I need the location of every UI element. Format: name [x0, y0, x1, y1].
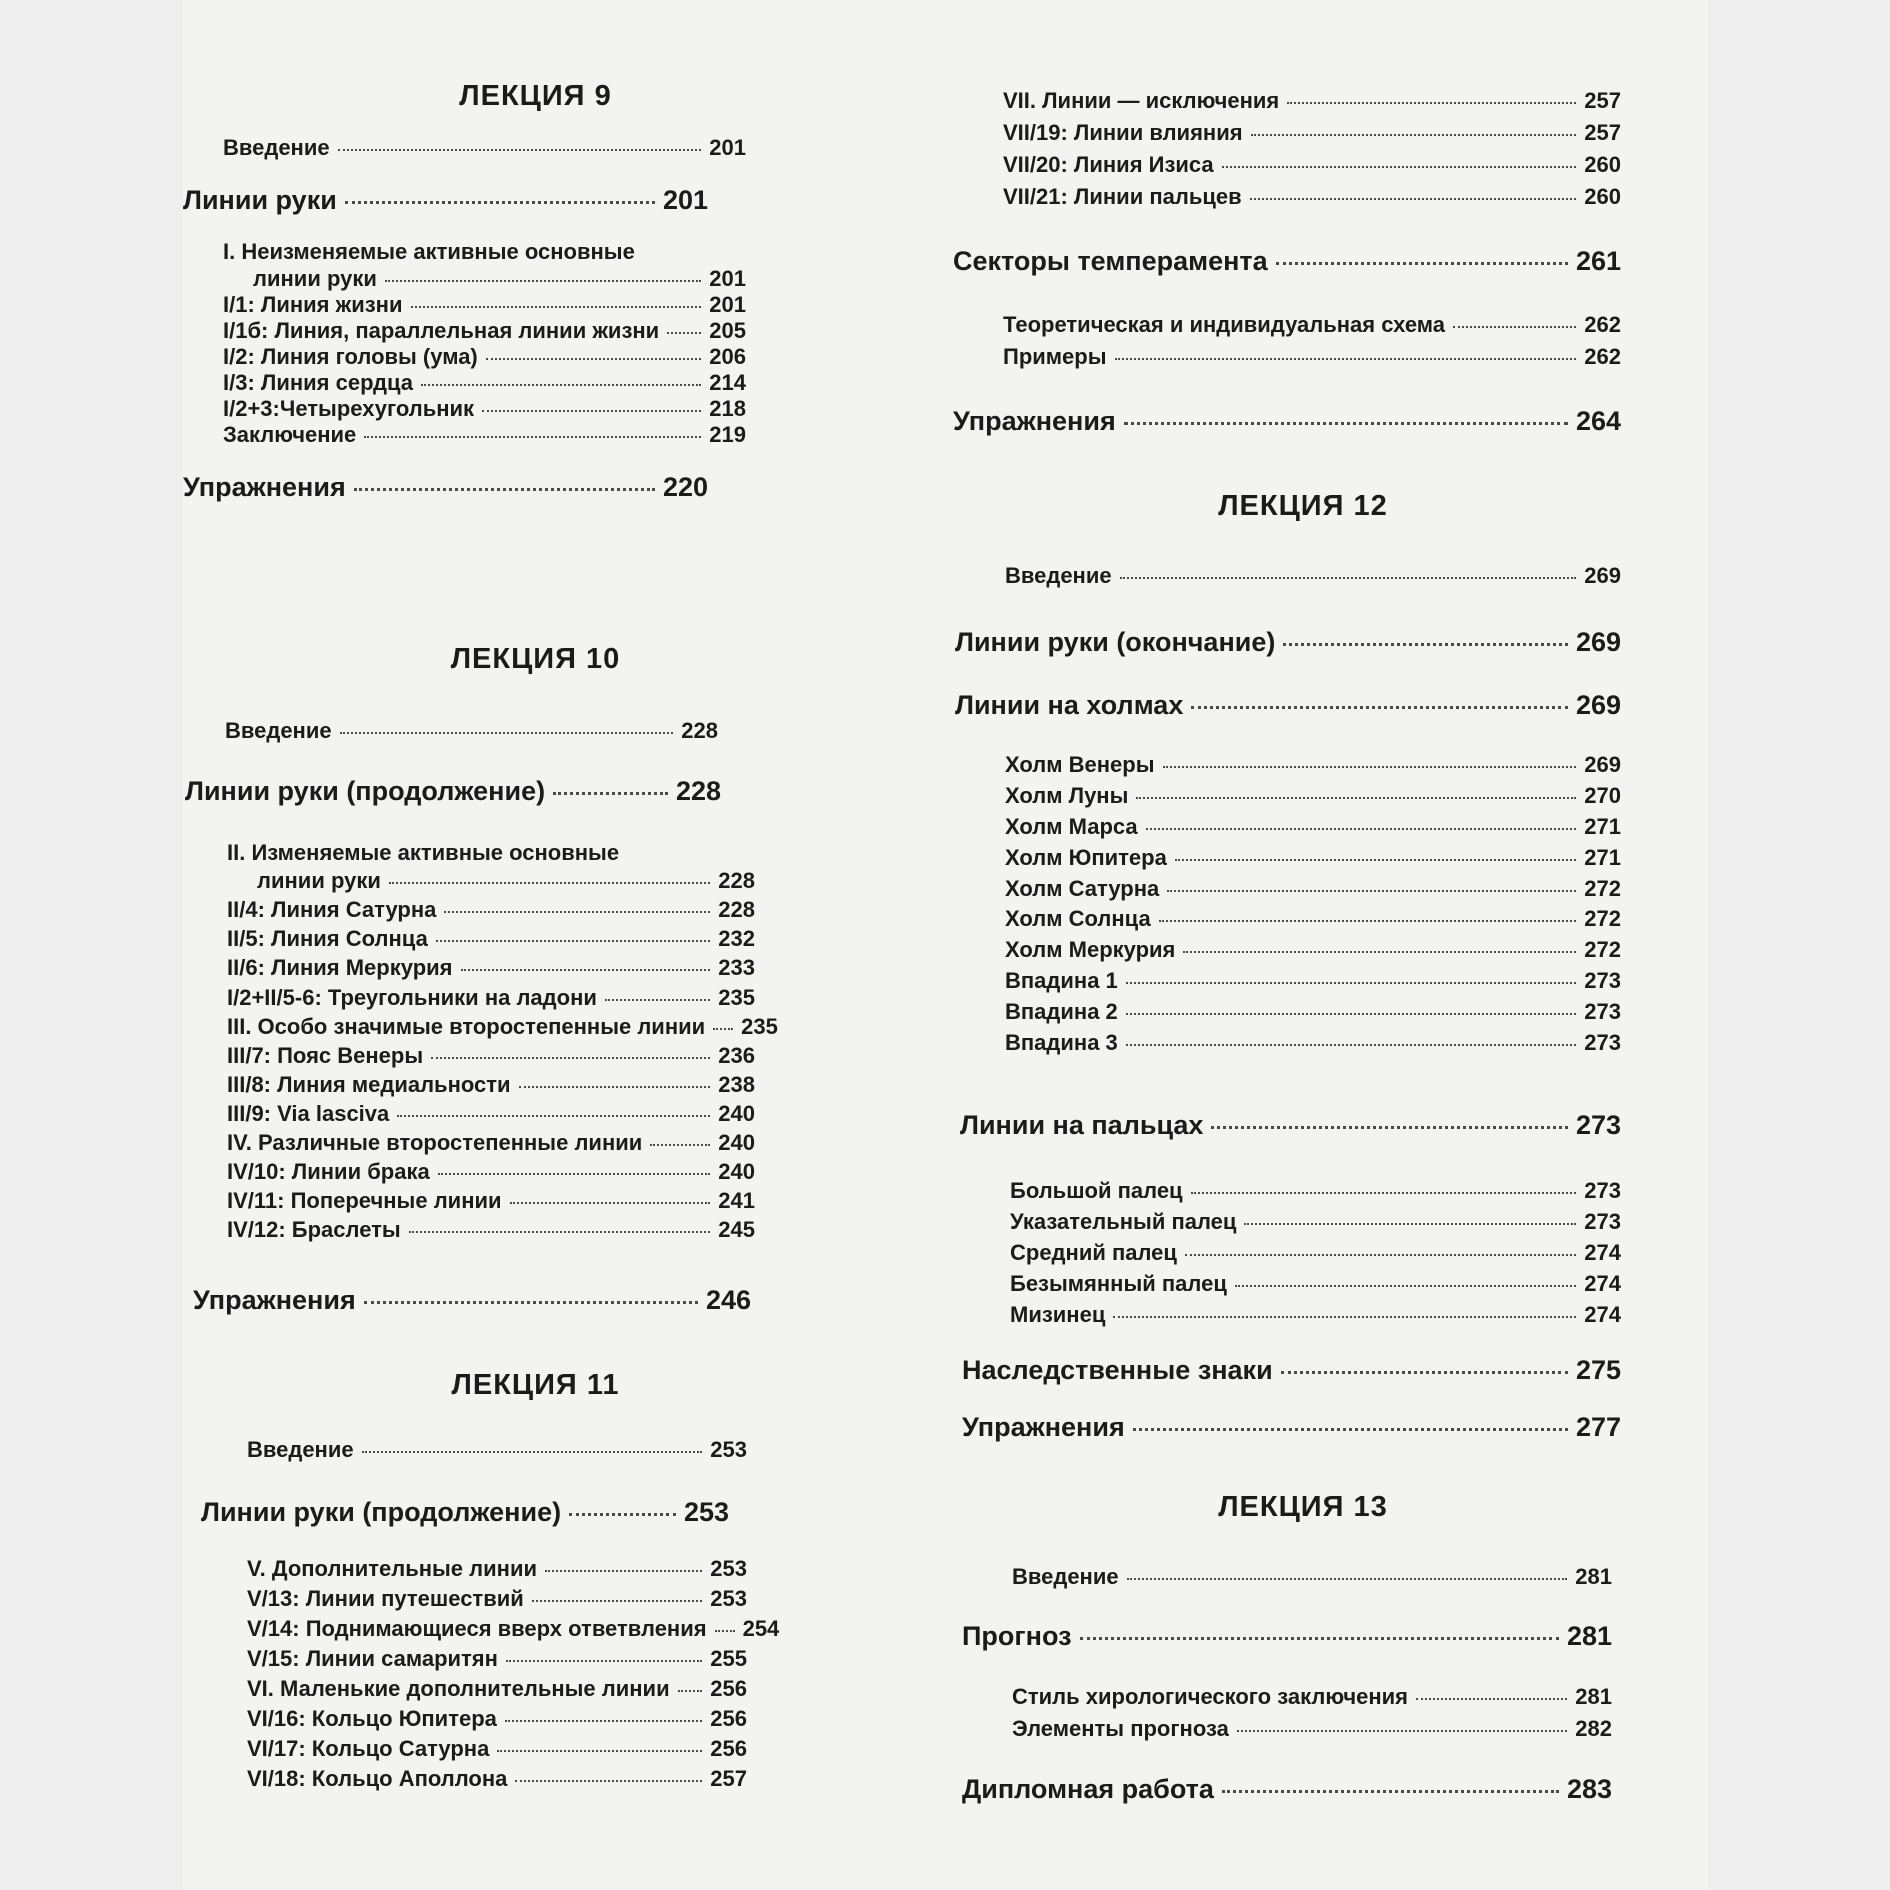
toc-section-entry	[955, 627, 1621, 658]
dot-leader	[354, 488, 655, 491]
toc-entry	[223, 396, 746, 422]
toc-entry	[247, 1556, 747, 1582]
dot-leader	[385, 280, 701, 282]
toc-entry-title: Безымянный палец	[1010, 1271, 1227, 1296]
toc-section-entry	[201, 1497, 729, 1528]
toc-page-number: 272	[1584, 876, 1621, 901]
toc-entry-title: III/7: Пояс Венеры	[227, 1043, 424, 1068]
toc-page-number: 235	[718, 985, 755, 1010]
dot-leader	[506, 1660, 702, 1662]
toc-entry-title: Холм Венеры	[1005, 752, 1155, 777]
toc-entry-title: VII/21: Линии пальцев	[1003, 184, 1242, 209]
dot-leader	[1251, 134, 1577, 136]
toc-page-number: 275	[1575, 1355, 1621, 1385]
toc-entry-title: Упражнения	[193, 1285, 356, 1315]
toc-entry	[227, 1014, 778, 1040]
toc-page-number: 205	[709, 318, 746, 343]
toc-entry	[1012, 1716, 1612, 1742]
toc-entry-title: Стиль хирологического заключения	[1012, 1684, 1408, 1709]
toc-section-entry	[193, 1285, 751, 1316]
toc-entry	[1005, 783, 1621, 809]
toc-page-number: 236	[718, 1043, 755, 1068]
toc-page-number: 282	[1575, 1716, 1612, 1741]
toc-section-entry	[953, 246, 1621, 277]
toc-page-number: 273	[1584, 1178, 1621, 1203]
toc-entry-title: Введение	[225, 718, 332, 743]
toc-entry-title: Наследственные знаки	[962, 1355, 1273, 1385]
toc-entry-title: Линии руки (продолжение)	[201, 1497, 562, 1527]
dot-leader	[1416, 1698, 1567, 1700]
toc-entry	[227, 985, 755, 1011]
toc-entry	[227, 1043, 755, 1069]
toc-entry	[1012, 1684, 1612, 1710]
dot-leader	[1163, 766, 1577, 768]
toc-entry-title: VI/16: Кольцо Юпитера	[247, 1706, 497, 1731]
toc-page-number: 240	[718, 1159, 755, 1184]
toc-page-number: 271	[1584, 845, 1621, 870]
toc-entry-title: Элементы прогноза	[1012, 1716, 1229, 1741]
toc-entry-title: Введение	[1005, 563, 1112, 588]
dot-leader	[1191, 1192, 1577, 1194]
toc-page-number: 206	[709, 344, 746, 369]
dot-leader	[1250, 198, 1577, 200]
toc-entry-title: Большой палец	[1010, 1178, 1183, 1203]
dot-leader	[1244, 1223, 1576, 1225]
toc-entry-title: линии руки	[253, 266, 377, 291]
dot-leader	[438, 1173, 711, 1175]
toc-page-number: 269	[1575, 627, 1621, 657]
toc-page-number: 264	[1575, 406, 1621, 436]
dot-leader	[431, 1057, 710, 1059]
toc-page-number: 201	[709, 292, 746, 317]
toc-entry-title: Дипломная работа	[962, 1774, 1214, 1804]
toc-page-number: 257	[1584, 88, 1621, 113]
toc-page-number: 256	[710, 1736, 747, 1761]
toc-page-number: 271	[1584, 814, 1621, 839]
toc-entry	[1010, 1209, 1621, 1235]
dot-leader	[1191, 706, 1568, 709]
dot-leader	[497, 1750, 702, 1752]
toc-entry	[227, 1072, 755, 1098]
dot-leader	[569, 1513, 676, 1516]
toc-entry	[1005, 999, 1621, 1025]
toc-entry	[1010, 1178, 1621, 1204]
toc-page-number: 219	[709, 422, 746, 447]
toc-entry-title: Холм Сатурна	[1005, 876, 1160, 901]
dot-leader	[650, 1144, 710, 1146]
toc-entry	[1005, 1030, 1621, 1056]
toc-entry	[253, 266, 746, 292]
toc-entry-title: IV. Различные второстепенные линии	[227, 1130, 643, 1155]
toc-entry	[1003, 120, 1621, 146]
dot-leader	[389, 882, 710, 884]
toc-entry	[1003, 312, 1621, 338]
toc-page-number: 257	[1584, 120, 1621, 145]
toc-page-number: 281	[1575, 1684, 1612, 1709]
toc-entry-title: IV/11: Поперечные линии	[227, 1188, 502, 1213]
toc-entry	[1010, 1240, 1621, 1266]
dot-leader	[1159, 920, 1577, 922]
toc-entry-title: Секторы темперамента	[953, 246, 1268, 276]
toc-entry-title: I/2+II/5-6: Треугольники на ладони	[227, 985, 597, 1010]
toc-entry-title: Указательный палец	[1010, 1209, 1237, 1234]
dot-leader	[1115, 358, 1577, 360]
lecture-heading: ЛЕКЦИЯ 9	[459, 80, 612, 112]
dot-leader	[1133, 1428, 1568, 1431]
toc-entry-title: I/2+3:Четырехугольник	[223, 396, 475, 421]
toc-entry-title: VI. Маленькие дополнительные линии	[247, 1676, 670, 1701]
toc-page-number: 228	[718, 868, 755, 893]
toc-page-number: 274	[1584, 1271, 1621, 1296]
toc-page-number: 228	[675, 776, 721, 806]
toc-page-number: 228	[681, 718, 718, 743]
toc-page-number: 254	[742, 1616, 780, 1641]
toc-entry-title: Линии на пальцах	[960, 1110, 1204, 1140]
lecture-heading: ЛЕКЦИЯ 12	[1218, 490, 1388, 522]
dot-leader	[667, 332, 701, 334]
toc-entry-title: I. Неизменяемые активные основные	[223, 239, 635, 264]
toc-page-number: 240	[718, 1101, 755, 1126]
toc-page-number: 273	[1575, 1110, 1621, 1140]
dot-leader	[515, 1780, 702, 1782]
toc-page-number: 269	[1584, 752, 1621, 777]
dot-leader	[444, 911, 710, 913]
toc-entry	[257, 868, 755, 894]
toc-entry	[227, 1217, 755, 1243]
toc-page-number: 256	[710, 1676, 747, 1701]
toc-entry-title: Линии руки	[183, 185, 337, 215]
toc-entry	[247, 1706, 747, 1732]
dot-leader	[1185, 1254, 1576, 1256]
toc-entry-title: V/15: Линии самаритян	[247, 1646, 498, 1671]
dot-leader	[1126, 982, 1577, 984]
toc-entry-title: Упражнения	[962, 1412, 1125, 1442]
toc-entry-title: Холм Луны	[1005, 783, 1129, 808]
toc-page-number: 241	[718, 1188, 755, 1213]
toc-page-number: 260	[1584, 184, 1621, 209]
toc-entry	[223, 422, 746, 448]
dot-leader	[411, 306, 702, 308]
toc-entry	[1010, 1271, 1621, 1297]
dot-leader	[486, 358, 702, 360]
dot-leader	[461, 969, 711, 971]
toc-entry-title: VI/17: Кольцо Сатурна	[247, 1736, 490, 1761]
toc-entry	[227, 1159, 755, 1185]
toc-entry	[247, 1616, 780, 1642]
dot-leader	[1211, 1126, 1568, 1129]
toc-entry-title: Холм Юпитера	[1005, 845, 1167, 870]
toc-page-number: 253	[710, 1586, 747, 1611]
toc-entry	[1003, 152, 1621, 178]
toc-entry	[225, 718, 718, 744]
toc-entry	[1003, 88, 1621, 114]
toc-page-number: 273	[1584, 1209, 1621, 1234]
toc-entry	[227, 1188, 755, 1214]
toc-entry	[1005, 906, 1621, 932]
lecture-heading: ЛЕКЦИЯ 10	[450, 643, 621, 675]
toc-entry-title: I/1б: Линия, параллельная линии жизни	[223, 318, 660, 343]
toc-entry	[247, 1437, 747, 1463]
toc-entry	[1005, 814, 1621, 840]
dot-leader	[1126, 1013, 1577, 1015]
toc-page-number: 273	[1584, 968, 1621, 993]
dot-leader	[482, 410, 701, 412]
dot-leader	[1136, 797, 1576, 799]
toc-entry-title: Прогноз	[962, 1621, 1072, 1651]
dot-leader	[553, 792, 668, 795]
dot-leader	[1175, 859, 1576, 861]
toc-entry	[1012, 1564, 1612, 1590]
toc-page-number: 220	[662, 472, 708, 502]
dot-leader	[1167, 890, 1576, 892]
toc-entry-title: V. Дополнительные линии	[247, 1556, 537, 1581]
toc-entry	[247, 1586, 747, 1612]
book-page	[183, 0, 1708, 1890]
toc-section-entry	[962, 1355, 1621, 1386]
toc-page-number: 274	[1584, 1302, 1621, 1327]
toc-entry-title: I/2: Линия головы (ума)	[223, 344, 478, 369]
dot-leader	[532, 1600, 703, 1602]
dot-leader	[421, 384, 701, 386]
toc-entry-title: Средний палец	[1010, 1240, 1177, 1265]
toc-entry	[1005, 563, 1621, 589]
toc-entry-title: VII. Линии — исключения	[1003, 88, 1280, 113]
dot-leader	[1287, 102, 1576, 104]
toc-page-number: 269	[1575, 690, 1621, 720]
toc-entry	[1005, 968, 1621, 994]
toc-page-number: 273	[1584, 999, 1621, 1024]
toc-page-number: 272	[1584, 906, 1621, 931]
toc-entry-title: Введение	[247, 1437, 354, 1462]
dot-leader	[713, 1028, 733, 1030]
toc-section-entry	[955, 690, 1621, 721]
toc-entry-title: Линии руки (продолжение)	[185, 776, 546, 806]
toc-entry	[223, 370, 746, 396]
toc-entry-title: VII/20: Линия Изиса	[1003, 152, 1214, 177]
dot-leader	[1222, 1790, 1559, 1793]
toc-entry-title: Введение	[1012, 1564, 1119, 1589]
dot-leader	[409, 1231, 711, 1233]
toc-entry-title: I/3: Линия сердца	[223, 370, 413, 395]
dot-leader	[1146, 828, 1577, 830]
dot-leader	[340, 732, 674, 734]
toc-section-entry	[953, 406, 1621, 437]
dot-leader	[1283, 643, 1568, 646]
toc-section-entry	[962, 1774, 1612, 1805]
toc-entry	[1003, 184, 1621, 210]
toc-entry-title: II/4: Линия Сатурна	[227, 897, 437, 922]
toc-entry	[227, 926, 755, 952]
toc-section-entry	[183, 472, 708, 503]
toc-entry-title: линии руки	[257, 868, 381, 893]
toc-entry-title: VI/18: Кольцо Аполлона	[247, 1766, 508, 1791]
toc-entry-title: Теоретическая и индивидуальная схема	[1003, 312, 1446, 337]
toc-page-number: 270	[1584, 783, 1621, 808]
toc-entry-title: Холм Солнца	[1005, 906, 1151, 931]
dot-leader	[1276, 262, 1568, 265]
toc-entry-title: Упражнения	[183, 472, 346, 502]
toc-page-number: 201	[662, 185, 708, 215]
toc-section-entry	[962, 1621, 1612, 1652]
dot-leader	[1113, 1316, 1576, 1318]
toc-entry	[227, 897, 755, 923]
dot-leader	[364, 436, 701, 438]
toc-entry-title: III/9: Via lasciva	[227, 1101, 390, 1126]
toc-entry-title: V/13: Линии путешествий	[247, 1586, 524, 1611]
toc-entry	[247, 1766, 747, 1792]
dot-leader	[362, 1451, 703, 1453]
toc-section-entry	[185, 776, 721, 807]
toc-section-entry	[183, 185, 708, 216]
toc-entry	[227, 840, 619, 866]
dot-leader	[397, 1115, 710, 1117]
toc-page-number: 218	[709, 396, 746, 421]
toc-page-number: 262	[1584, 312, 1621, 337]
toc-page-number: 238	[718, 1072, 755, 1097]
toc-entry-title: Упражнения	[953, 406, 1116, 436]
toc-entry-title: Холм Меркурия	[1005, 937, 1176, 962]
toc-entry	[247, 1676, 747, 1702]
toc-page-number: 253	[683, 1497, 729, 1527]
dot-leader	[1281, 1371, 1568, 1374]
toc-entry	[1010, 1302, 1621, 1328]
toc-page-number: 246	[705, 1285, 751, 1315]
lecture-heading: ЛЕКЦИЯ 13	[1218, 1491, 1388, 1523]
toc-page-number: 256	[710, 1706, 747, 1731]
toc-page-number: 255	[710, 1646, 747, 1671]
toc-entry	[1005, 845, 1621, 871]
toc-entry-title: Мизинец	[1010, 1302, 1106, 1327]
toc-section-entry	[960, 1110, 1621, 1141]
toc-entry-title: II/5: Линия Солнца	[227, 926, 428, 951]
toc-entry	[227, 1130, 755, 1156]
toc-page-number: 253	[710, 1437, 747, 1462]
toc-entry	[1005, 937, 1621, 963]
toc-entry	[223, 135, 746, 161]
toc-entry-title: Впадина 3	[1005, 1030, 1118, 1055]
dot-leader	[519, 1086, 711, 1088]
toc-entry-title: Впадина 2	[1005, 999, 1118, 1024]
toc-page-number: 240	[718, 1130, 755, 1155]
toc-entry	[223, 292, 746, 318]
toc-page-number: 274	[1584, 1240, 1621, 1265]
toc-page-number: 253	[710, 1556, 747, 1581]
toc-entry	[223, 239, 635, 265]
toc-page-number: 201	[709, 266, 746, 291]
dot-leader	[510, 1202, 711, 1204]
toc-page-number: 262	[1584, 344, 1621, 369]
dot-leader	[715, 1630, 735, 1632]
dot-leader	[338, 149, 702, 151]
toc-entry-title: I/1: Линия жизни	[223, 292, 403, 317]
toc-section-entry	[962, 1412, 1621, 1443]
toc-entry	[227, 1101, 755, 1127]
toc-page-number: 201	[709, 135, 746, 160]
toc-page-number: 269	[1584, 563, 1621, 588]
toc-page-number: 233	[718, 955, 755, 980]
toc-page-number: 281	[1575, 1564, 1612, 1589]
dot-leader	[1120, 577, 1577, 579]
toc-page-number: 260	[1584, 152, 1621, 177]
dot-leader	[364, 1301, 698, 1304]
toc-entry-title: VII/19: Линии влияния	[1003, 120, 1243, 145]
dot-leader	[1127, 1578, 1568, 1580]
dot-leader	[1183, 951, 1576, 953]
toc-entry	[227, 955, 755, 981]
toc-page-number: 228	[718, 897, 755, 922]
toc-entry-title: Впадина 1	[1005, 968, 1118, 993]
toc-entry	[223, 318, 746, 344]
lecture-heading: ЛЕКЦИЯ 11	[451, 1369, 620, 1401]
toc-page-number: 245	[718, 1217, 755, 1242]
toc-page-number: 214	[709, 370, 746, 395]
toc-page-number: 261	[1575, 246, 1621, 276]
toc-entry-title: Введение	[223, 135, 330, 160]
dot-leader	[1126, 1044, 1577, 1046]
toc-entry-title: III. Особо значимые второстепенные линии	[227, 1014, 706, 1039]
toc-page-number: 232	[718, 926, 755, 951]
toc-entry-title: V/14: Поднимающиеся вверх ответвления	[247, 1616, 707, 1641]
dot-leader	[345, 201, 655, 204]
toc-entry-title: IV/10: Линии брака	[227, 1159, 430, 1184]
dot-leader	[436, 940, 710, 942]
toc-page-number: 281	[1566, 1621, 1612, 1651]
toc-page-number: 273	[1584, 1030, 1621, 1055]
dot-leader	[1453, 326, 1576, 328]
toc-entry-title: Холм Марса	[1005, 814, 1138, 839]
toc-entry-title: Линии руки (окончание)	[955, 627, 1276, 657]
toc-entry-title: II/6: Линия Меркурия	[227, 955, 453, 980]
toc-entry-title: Примеры	[1003, 344, 1107, 369]
toc-page-number: 257	[710, 1766, 747, 1791]
toc-page-number: 235	[741, 1014, 778, 1039]
dot-leader	[605, 999, 710, 1001]
toc-entry	[1005, 876, 1621, 902]
toc-page-number: 283	[1566, 1774, 1612, 1804]
toc-entry-title: II. Изменяемые активные основные	[227, 840, 620, 865]
dot-leader	[505, 1720, 702, 1722]
dot-leader	[1080, 1637, 1559, 1640]
dot-leader	[1237, 1730, 1567, 1732]
dot-leader	[678, 1690, 703, 1692]
toc-entry	[247, 1646, 747, 1672]
toc-entry	[1005, 752, 1621, 778]
toc-page-number: 272	[1584, 937, 1621, 962]
toc-entry-title: Заключение	[223, 422, 357, 447]
toc-entry	[223, 344, 746, 370]
dot-leader	[1222, 166, 1577, 168]
toc-entry-title: IV/12: Браслеты	[227, 1217, 401, 1242]
dot-leader	[1124, 422, 1568, 425]
toc-page-number: 277	[1575, 1412, 1621, 1442]
toc-entry-title: III/8: Линия медиальности	[227, 1072, 511, 1097]
toc-entry	[1003, 344, 1621, 370]
dot-leader	[1235, 1285, 1576, 1287]
toc-entry-title: Линии на холмах	[955, 690, 1184, 720]
toc-entry	[247, 1736, 747, 1762]
dot-leader	[545, 1570, 702, 1572]
